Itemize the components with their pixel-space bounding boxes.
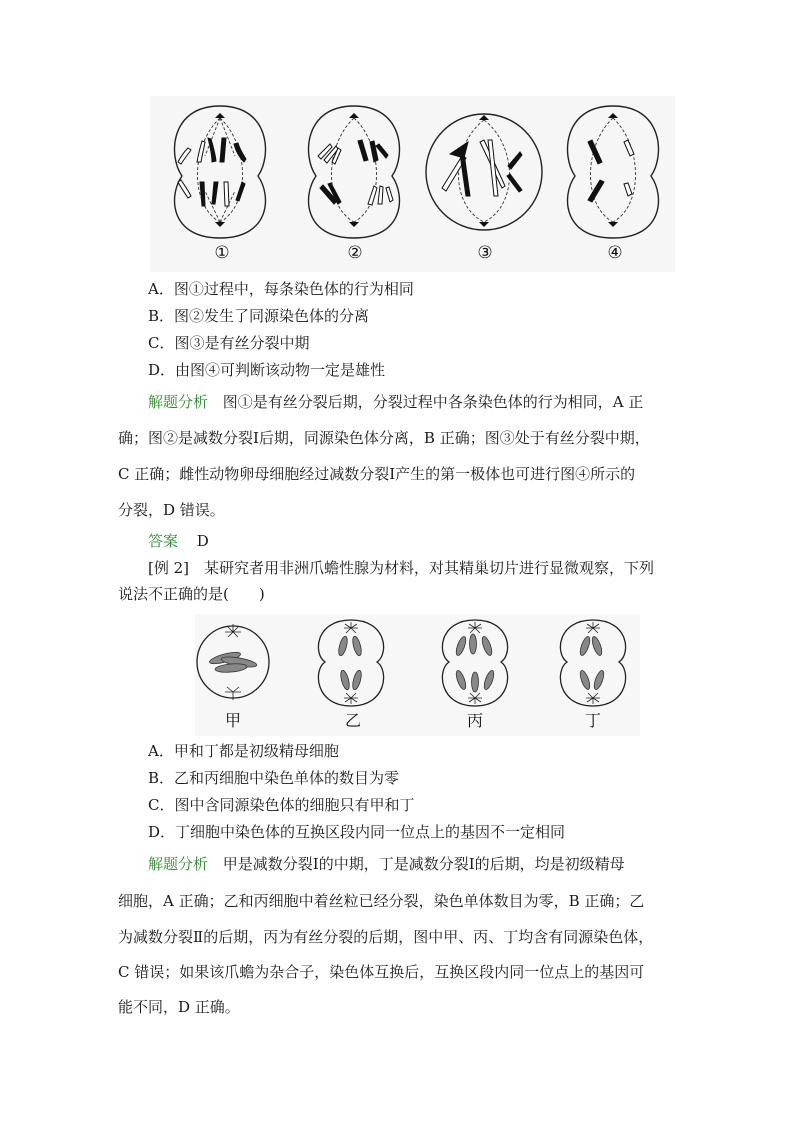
q2-analysis-text-2: 细胞，A 正确；乙和丙细胞中着丝粒已经分裂，染色单体数目为零，B 正确；乙 <box>118 892 645 910</box>
q1-analysis-first-line <box>148 392 643 412</box>
example-2-stem-line-1: [例 2] 某研究者用非洲爪蟾性腺为材料，对其精巢切片进行显微观察，下列 <box>148 559 655 577</box>
q1-answer <box>148 531 209 551</box>
q2-option-a: A．甲和丁都是初级精母细胞 <box>148 742 339 760</box>
q2-option-c: C．图中含同源染色体的细胞只有甲和丁 <box>148 796 415 814</box>
q2-analysis-text-4: C 错误；如果该爪蟾为杂合子，染色体互换后，互换区段内同一位点上的基因可 <box>118 963 645 981</box>
q1-analysis-label: 解题分析 <box>148 393 209 411</box>
figure-2-label-bing: 丙 <box>466 711 484 730</box>
figure-1-cell-division-diagrams <box>150 96 675 272</box>
q2-option-d: D．丁细胞中染色体的互换区段内同一位点上的基因不一定相同 <box>148 823 566 841</box>
example-2-stem-line-2: 说法不正确的是( ) <box>118 585 265 603</box>
q2-option-b: B．乙和丙细胞中染色单体的数目为零 <box>148 769 400 787</box>
figure-2-label-ding: 丁 <box>584 711 602 730</box>
q2-analysis-text-1: 甲是减数分裂Ⅰ的中期，丁是减数分裂Ⅰ的后期，均是初级精母 <box>222 855 625 873</box>
q2-analysis-label: 解题分析 <box>148 855 209 873</box>
q2-analysis-first-line <box>148 854 625 874</box>
q1-option-a: A．图①过程中，每条染色体的行为相同 <box>148 280 414 298</box>
q1-answer-label: 答案 <box>148 532 179 550</box>
q1-answer-value: D <box>196 532 209 550</box>
q2-analysis-text-3: 为减数分裂Ⅱ的后期，丙为有丝分裂的后期，图中甲、丙、丁均含有同源染色体， <box>118 928 654 946</box>
figure-2-label-yi: 乙 <box>344 711 362 730</box>
q1-analysis-text-1: 图①是有丝分裂后期，分裂过程中各条染色体的行为相同，A 正 <box>222 393 644 411</box>
q1-analysis-text-2: 确；图②是减数分裂Ⅰ后期，同源染色体分离，B 正确；图③处于有丝分裂中期， <box>118 429 650 447</box>
figure-1-label-4: ④ <box>607 243 623 263</box>
q1-analysis-text-3: C 正确；雌性动物卵母细胞经过减数分裂Ⅰ产生的第一极体也可进行图④所示的 <box>118 465 636 483</box>
figure-1-label-1: ① <box>214 243 230 263</box>
q1-option-d: D．由图④可判断该动物一定是雄性 <box>148 361 386 379</box>
q1-option-b: B．图②发生了同源染色体的分离 <box>148 307 370 325</box>
figure-2-label-jia: 甲 <box>224 711 242 730</box>
figure-1-label-2: ② <box>347 243 363 263</box>
q1-option-c: C．图③是有丝分裂中期 <box>148 334 310 352</box>
figure-2-spermatocyte-diagrams <box>195 614 640 736</box>
figure-1-label-3: ③ <box>477 243 493 263</box>
q2-analysis-text-5: 能不同，D 正确。 <box>118 998 240 1016</box>
q1-analysis-text-4: 分裂，D 错误。 <box>118 501 225 519</box>
